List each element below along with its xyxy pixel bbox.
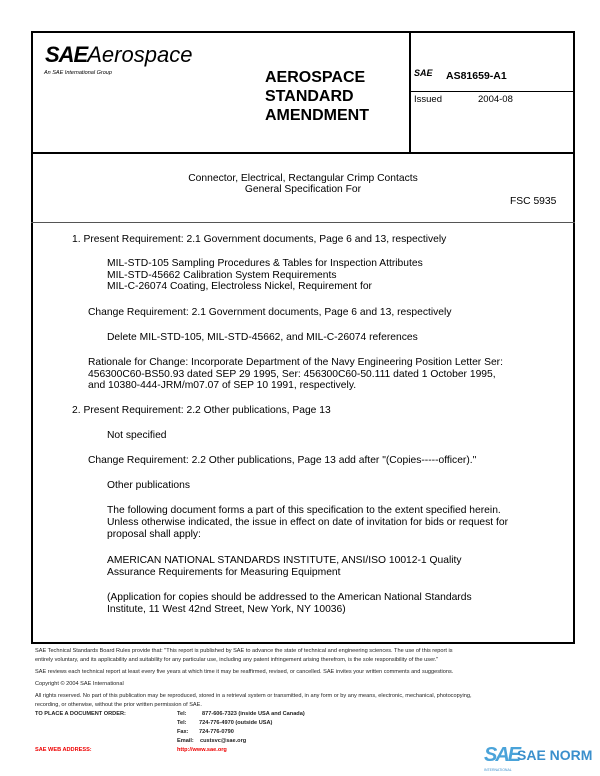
- body-line: MIL-STD-45662 Calibration System Requirements: [107, 270, 337, 281]
- footer-rights: All rights reserved. No part of this publication may be reproduced, stored in a retrieval system or transmitted, in any form or by any means, electronic, mechanical, photocopying,: [35, 693, 472, 699]
- body-line: proposal shall apply:: [107, 529, 201, 540]
- sae-small-logo: SAE: [414, 68, 433, 78]
- tel-label: Tel:: [177, 711, 187, 717]
- divider: [409, 31, 411, 153]
- body-line: Delete MIL-STD-105, MIL-STD-45662, and MIL-C-26074 references: [107, 332, 418, 343]
- body-line: 456300C60-BS50.93 dated SEP 29 1995, Ser: 456300C60-50.111 dated 1 October 1995,: [88, 369, 496, 380]
- body-line: 1. Present Requirement: 2.1 Government documents, Page 6 and 13, respectively: [72, 234, 447, 245]
- order-label: TO PLACE A DOCUMENT ORDER:: [35, 711, 126, 717]
- logo-subtitle: An SAE International Group: [44, 70, 112, 76]
- divider: [31, 222, 575, 223]
- divider: [409, 91, 573, 92]
- watermark-text: SAE NORM: [517, 747, 593, 763]
- watermark-logo: SAE: [484, 744, 520, 766]
- sae-aerospace-logo: SAEAerospace: [45, 42, 193, 67]
- body-line: Unless otherwise indicated, the issue in effect on date of invitation for bids or request for: [107, 517, 509, 528]
- body-line: The following document forms a part of this specification to the extent specified herein.: [107, 505, 501, 516]
- body-line: and 10380-444-JRM/m07.07 of SEP 10 1991, respectively.: [88, 380, 357, 391]
- tel-label: Tel:: [177, 720, 187, 726]
- body-line: Not specified: [107, 430, 167, 441]
- footer-rights: recording, or otherwise, without the prior written permission of SAE.: [35, 702, 202, 708]
- body-line: Other publications: [107, 480, 190, 491]
- body-line: (Application for copies should be addressed to the American National Standards: [107, 592, 472, 603]
- footer-rules: entirely voluntary, and its applicability and suitability for any particular use, including any patent infringement arising therefrom, is the sole responsibility of the user.": [35, 657, 439, 663]
- divider: [31, 152, 575, 154]
- body-line: Institute, 11 West 42nd Street, New York, NY 10036): [107, 604, 346, 615]
- fsc-code: FSC 5935: [510, 196, 557, 207]
- footer-review: SAE reviews each technical report at least every five years at which time it may be reaffirmed, revised, or cancelled. SAE invites your written comments and suggestions.: [35, 669, 454, 675]
- copyright: Copyright © 2004 SAE International: [35, 681, 124, 687]
- body-line: Assurance Requirements for Measuring Equipment: [107, 567, 341, 578]
- fax-value: 724-776-0790: [199, 729, 234, 735]
- body-line: Change Requirement: 2.2 Other publications, Page 13 add after "(Copies-----officer).": [88, 455, 477, 466]
- body-line: MIL-STD-105 Sampling Procedures & Tables for Inspection Attributes: [107, 258, 423, 269]
- web-link[interactable]: http://www.sae.org: [177, 747, 227, 753]
- body-line: MIL-C-26074 Coating, Electroless Nickel, Requirement for: [107, 281, 372, 292]
- tel-value: 724-776-4970 (outside USA): [199, 720, 273, 726]
- email-label: Email:: [177, 738, 194, 744]
- fax-label: Fax:: [177, 729, 189, 735]
- footer-rules: SAE Technical Standards Board Rules provide that: "This report is published by SAE to advance the state of technical and engineering sciences. The use of this report is: [35, 648, 453, 654]
- email-link[interactable]: custsvc@sae.org: [200, 738, 247, 744]
- body-line: 2. Present Requirement: 2.2 Other publications, Page 13: [72, 405, 331, 416]
- document-title: Connector, Electrical, Rectangular Crimp Contacts General Specification For: [188, 173, 418, 195]
- web-label: SAE WEB ADDRESS:: [35, 747, 92, 753]
- body-line: AMERICAN NATIONAL STANDARDS INSTITUTE, ANSI/ISO 10012-1 Quality: [107, 555, 462, 566]
- document-type: AEROSPACE STANDARD AMENDMENT: [265, 69, 369, 124]
- document-number: AS81659-A1: [446, 70, 507, 82]
- issued-label: Issued: [414, 94, 442, 105]
- watermark-sub: INTERNATIONAL: [484, 768, 512, 772]
- tel-value: 877-606-7323 (inside USA and Canada): [202, 711, 305, 717]
- issued-date: 2004-08: [478, 94, 513, 105]
- body-line: Change Requirement: 2.1 Government documents, Page 6 and 13, respectively: [88, 307, 452, 318]
- body-line: Rationale for Change: Incorporate Department of the Navy Engineering Position Letter Ser:: [88, 357, 503, 368]
